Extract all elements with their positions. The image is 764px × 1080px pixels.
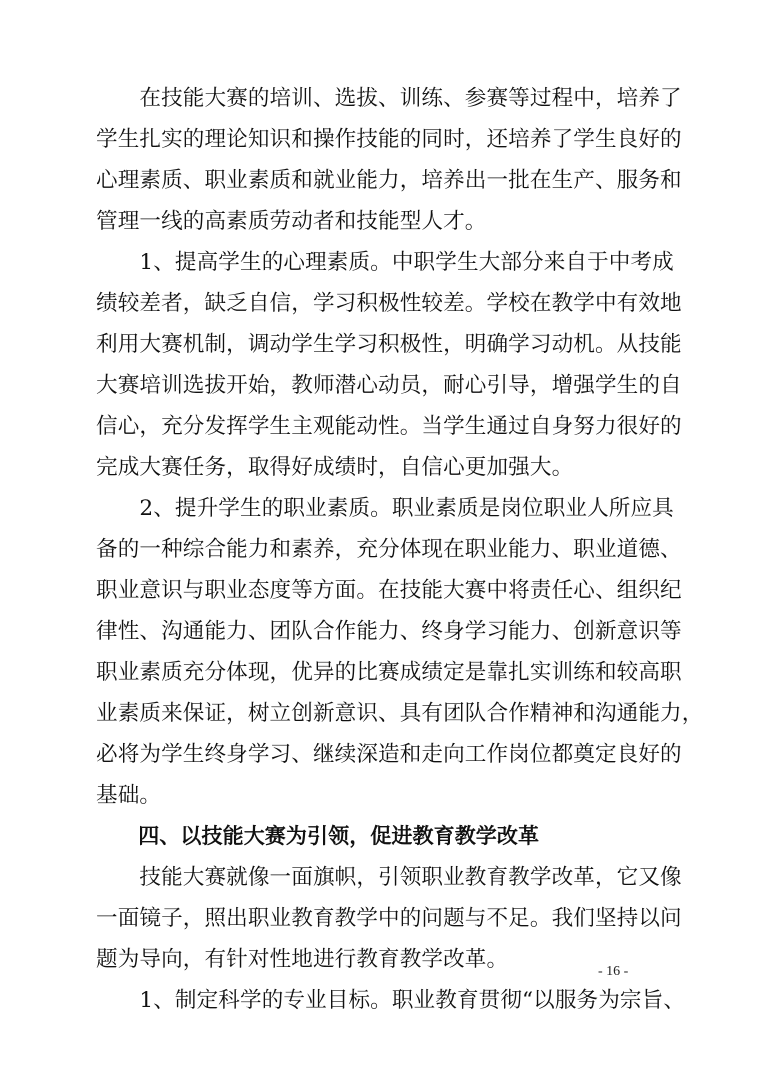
paragraph-line: 绩较差者，缺乏自信，学习积极性较差。学校在教学中有效地 — [96, 291, 682, 316]
paragraph-line: 职业素质充分体现，优异的比赛成绩定是靠扎实训练和较高职 — [96, 660, 682, 685]
paragraph-line: 题为导向，有针对性地进行教育教学改革。 — [96, 947, 509, 972]
paragraph-line: 2、提升学生的职业素质。职业素质是岗位职业人所应具 — [96, 496, 674, 521]
paragraph-line: 心理素质、职业素质和就业能力，培养出一批在生产、服务和 — [96, 168, 682, 193]
paragraph-line: 利用大赛机制，调动学生学习积极性，明确学习动机。从技能 — [96, 332, 682, 357]
paragraph-line: 大赛培训选拔开始，教师潜心动员，耐心引导，增强学生的自 — [96, 373, 682, 398]
paragraph-line: 信心，充分发挥学生主观能动性。当学生通过自身努力很好的 — [96, 414, 682, 439]
paragraph-line: 完成大赛任务，取得好成绩时，自信心更加强大。 — [96, 455, 574, 480]
paragraph-line: 管理一线的高素质劳动者和技能型人才。 — [96, 209, 487, 234]
paragraph-line: 一面镜子，照出职业教育教学中的问题与不足。我们坚持以问 — [96, 906, 682, 931]
paragraph-line: 技能大赛就像一面旗帜，引领职业教育教学改革，它又像 — [96, 865, 682, 890]
paragraph-line: 职业意识与职业态度等方面。在技能大赛中将责任心、组织纪 — [96, 578, 682, 603]
paragraph-line: 1、制定科学的专业目标。职业教育贯彻“以服务为宗旨、 — [96, 988, 686, 1013]
paragraph-line: 业素质来保证，树立创新意识、具有团队合作精神和沟通能力， — [96, 701, 704, 726]
paragraph-line: 基础。 — [96, 783, 162, 808]
paragraph-line: 律性、沟通能力、团队合作能力、终身学习能力、创新意识等 — [96, 619, 682, 644]
paragraph-line: 1、提高学生的心理素质。中职学生大部分来自于中考成 — [96, 250, 674, 275]
section-heading: 四、以技能大赛为引领，促进教育教学改革 — [96, 824, 540, 848]
paragraph-line: 在技能大赛的培训、选拔、训练、参赛等过程中，培养了 — [96, 86, 682, 111]
paragraph-line: 必将为学生终身学习、继续深造和走向工作岗位都奠定良好的 — [96, 742, 682, 767]
paragraph-line: 备的一种综合能力和素养，充分体现在职业能力、职业道德、 — [96, 537, 682, 562]
paragraph-line: 学生扎实的理论知识和操作技能的同时，还培养了学生良好的 — [96, 127, 682, 152]
page-number: - 16 - — [598, 964, 629, 979]
